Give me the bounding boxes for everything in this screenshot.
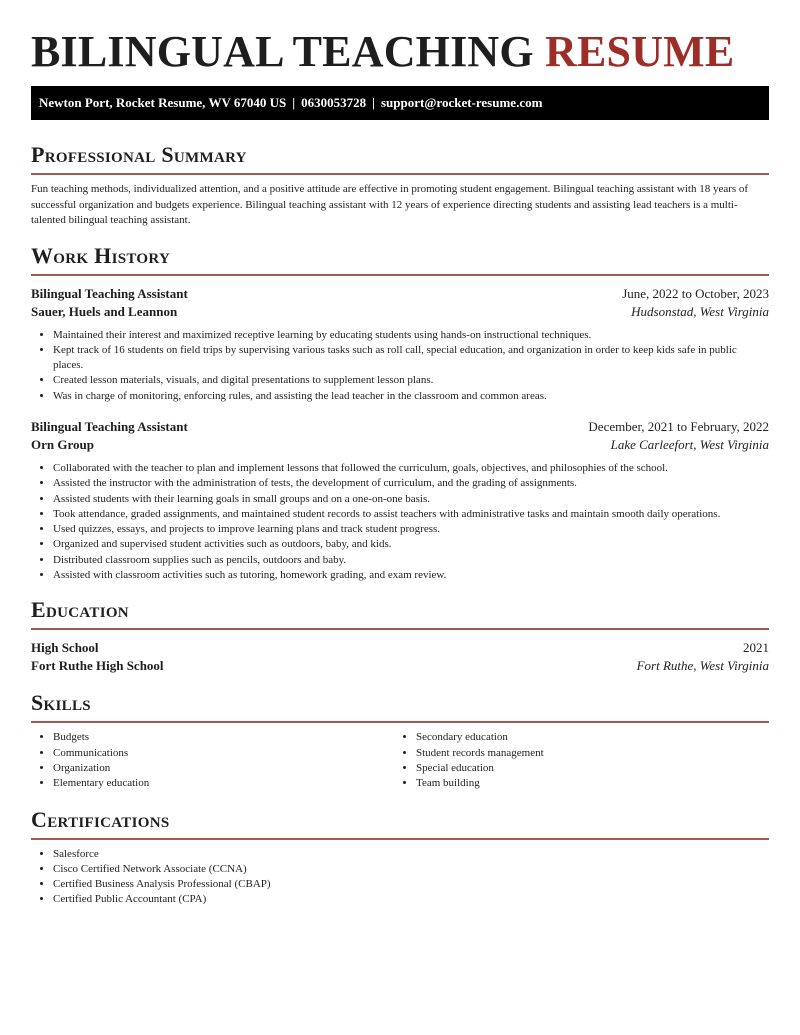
job-location: Lake Carleefort, West Virginia (610, 436, 769, 452)
job-header-row (31, 418, 769, 436)
contact-email[interactable]: support@rocket-resume.com (380, 95, 543, 110)
contact-phone: 0630053728 (301, 95, 367, 110)
list-item: • Certified Business Analysis Professional (CBAP) (53, 877, 769, 892)
section-heading-summary: Professional Summary (31, 141, 769, 175)
job-company-row (31, 436, 769, 454)
list-item: • Salesforce (53, 847, 769, 862)
section-heading-certifications: Certifications (31, 806, 769, 840)
list-item: • Distributed classroom supplies such as pencils, outdoors and baby. (53, 553, 769, 568)
job-dates: December, 2021 to February, 2022 (588, 418, 769, 434)
title-accent: RESUME (545, 27, 735, 76)
job-title: Bilingual Teaching Assistant (31, 418, 188, 434)
contact-separator: | (372, 95, 375, 110)
list-item: • Assisted with classroom activities such as tutoring, homework grading, and exam review. (53, 568, 769, 583)
list-item: • Communications (53, 746, 393, 761)
education-location: Fort Ruthe, West Virginia (636, 658, 769, 674)
job-header-row (31, 285, 769, 303)
skills-list-left (31, 730, 393, 791)
job-company: Sauer, Huels and Leannon (31, 303, 178, 319)
list-item: • Used quizzes, essays, and projects to improve learning plans and track student progress. (53, 522, 769, 537)
job-dates: June, 2022 to October, 2023 (622, 285, 769, 301)
list-item: • Elementary education (53, 776, 393, 791)
list-item: • Cisco Certified Network Associate (CCNA) (53, 862, 769, 877)
list-item: • Was in charge of monitoring, enforcing rules, and assisting the lead teacher in the classroom and common areas. (53, 389, 769, 404)
job-title: Bilingual Teaching Assistant (31, 285, 188, 301)
education-degree: High School (31, 640, 99, 656)
list-item: • Collaborated with the teacher to plan and implement lessons that followed the curriculum, goals, objectives, and philosophies of the school. (53, 461, 769, 476)
contact-separator: | (292, 95, 296, 110)
resume-title (31, 0, 769, 77)
list-item: • Team building (416, 776, 544, 791)
education-header-row (31, 639, 769, 657)
job-entry (31, 285, 769, 404)
list-item: • Assisted students with their learning goals in small groups and on a one-on-one basis. (53, 492, 769, 507)
list-item: • Organization (53, 761, 393, 776)
list-item: • Budgets (53, 730, 393, 745)
list-item: • Secondary education (416, 730, 544, 745)
job-bullets (31, 328, 769, 404)
job-entry (31, 418, 769, 583)
list-item: • Maintained their interest and maximized receptive learning by educating students using hands-on instructional techniques. (53, 328, 769, 343)
education-school: Fort Ruthe High School (31, 658, 164, 674)
list-item: • Organized and supervised student activities such as outdoors, baby, and kids. (53, 537, 769, 552)
certifications-list (31, 847, 769, 908)
list-item: • Kept track of 16 students on field trips by supervising various tasks such as roll call, special education, and organization in order to keep kids safe in public places. (53, 343, 769, 374)
skills-grid (31, 730, 769, 791)
list-item: • Created lesson materials, visuals, and digital presentations to supplement lesson plans. (53, 373, 769, 388)
education-year: 2021 (743, 640, 769, 656)
summary-text: Fun teaching methods, individualized attention, and a positive attitude are effective in promoting student engagement. Bilingual teaching assistant with 18 years of successful organization and budgets experience. Bilingual teaching assistant with 12 years of experience directing students and assisting lead teachers is a multi-talented bilingual teaching assistant. (31, 183, 749, 226)
contact-address: Newton Port, Rocket Resume, WV 67040 US (39, 95, 287, 110)
education-entry (31, 639, 769, 675)
job-bullets (31, 461, 769, 583)
job-location: Hudsonstad, West Virginia (631, 303, 769, 319)
education-school-row (31, 657, 769, 675)
list-item: • Certified Public Accountant (CPA) (53, 892, 769, 907)
list-item: • Special education (416, 761, 544, 776)
section-heading-work-history: Work History (31, 242, 769, 276)
section-heading-education: Education (31, 596, 769, 630)
list-item: • Student records management (416, 746, 544, 761)
list-item: • Assisted the instructor with the administration of tests, the development of curriculum, and the grading of assignments. (53, 476, 769, 491)
section-heading-skills: Skills (31, 689, 769, 723)
list-item: • Took attendance, graded assignments, and maintained student records to assist teachers with administrative tasks and maintain smooth daily operations. (53, 507, 769, 522)
job-company-row (31, 303, 769, 321)
job-company: Orn Group (31, 436, 94, 452)
contact-bar (31, 86, 769, 120)
title-main: BILINGUAL TEACHING (31, 27, 534, 76)
skills-list-right (394, 730, 544, 791)
